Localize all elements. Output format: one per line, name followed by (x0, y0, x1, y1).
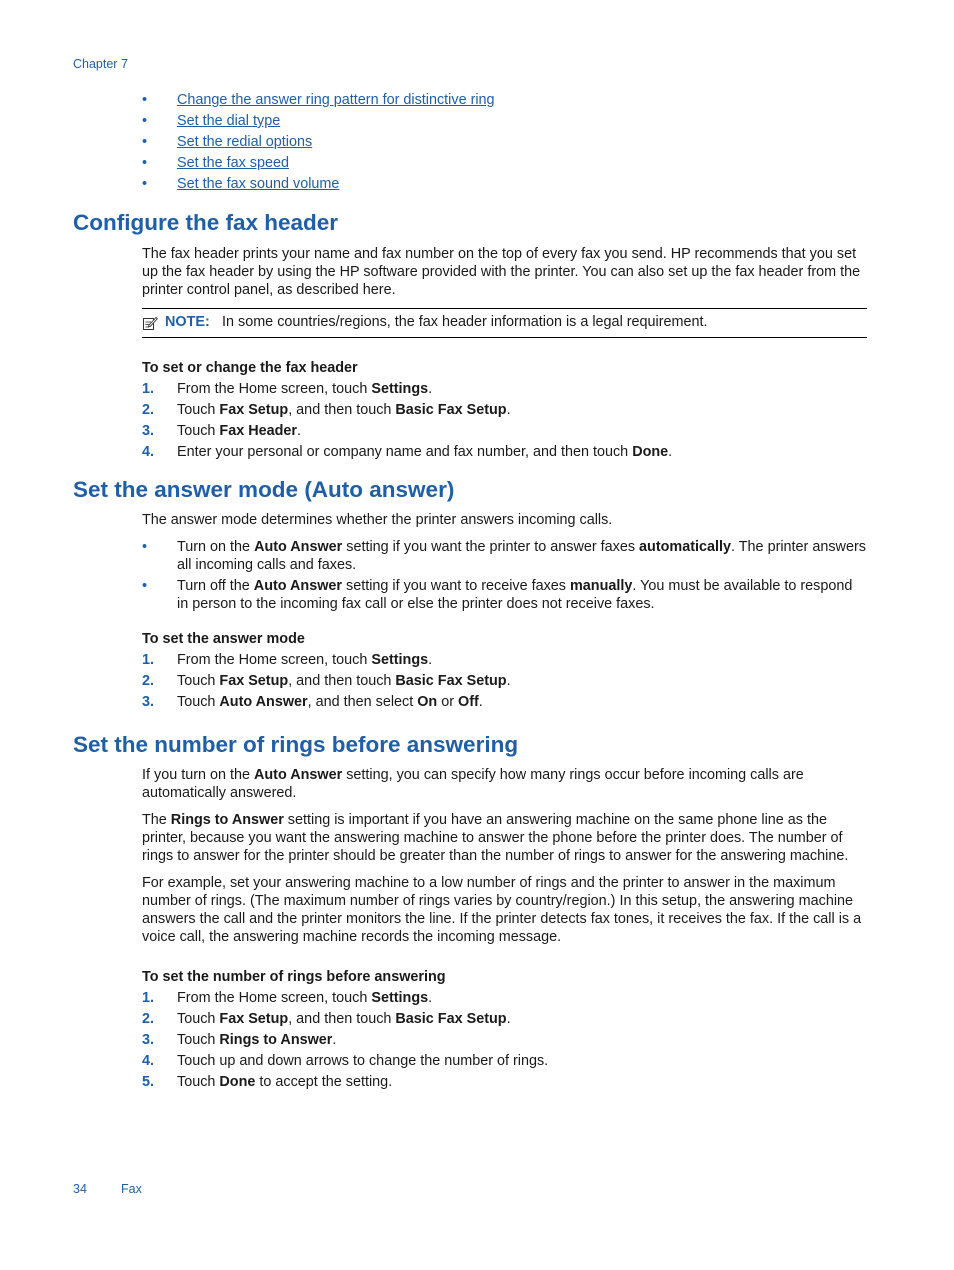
step-ui-term: Basic Fax Setup (395, 1011, 507, 1027)
step-item (142, 422, 867, 443)
step-ui-term: Fax Setup (219, 402, 289, 418)
step-text: , and then touch (288, 673, 396, 689)
step-text: From the Home screen, touch (177, 381, 372, 397)
step-ui-term: Fax Header (219, 423, 297, 439)
link-distinctive-ring[interactable]: Change the answer ring pattern for distinctive ring (177, 92, 495, 108)
bullet-icon: • (142, 155, 148, 171)
bullet-ui-term: Auto Answer (254, 539, 343, 555)
step-text: From the Home screen, touch (177, 990, 372, 1006)
link-fax-sound-volume[interactable]: Set the fax sound volume (177, 176, 340, 192)
paragraph-text: If you turn on the (142, 767, 254, 783)
paragraph (142, 811, 867, 865)
bullet-emphasis: automatically (639, 539, 732, 555)
bullet-icon: • (142, 113, 148, 129)
step-ui-term: Done (219, 1074, 256, 1090)
step-item (142, 651, 867, 672)
list-item (142, 154, 495, 175)
step-ui-term: Done (632, 444, 669, 460)
step-text: Touch (177, 694, 220, 710)
section-answer-mode-body (142, 511, 867, 714)
bullet-text: Turn on the (177, 539, 255, 555)
step-ui-term: Fax Setup (219, 1011, 289, 1027)
procedure-title: To set the number of rings before answering (142, 969, 446, 985)
bullet-text: . You must be available to respond in person to the incoming fax call or else the printer does not receive faxes. (177, 578, 853, 612)
step-text: , and then select (307, 694, 418, 710)
note-box (142, 308, 867, 338)
step-text: . (506, 402, 511, 418)
step-number: 2. (142, 402, 155, 418)
step-text: . (428, 652, 433, 668)
step-item (142, 443, 867, 464)
page-number: 34 (73, 1182, 87, 1196)
procedure-title: To set the answer mode (142, 631, 305, 647)
step-ui-term: Basic Fax Setup (395, 402, 507, 418)
step-ui-term: Fax Setup (219, 673, 289, 689)
step-text: Touch (177, 423, 220, 439)
step-text: . (478, 694, 483, 710)
list-item (142, 577, 867, 613)
bullet-text: . The printer answers all incoming calls and faxes. (177, 539, 866, 573)
bullet-ui-term: Auto Answer (253, 578, 343, 594)
step-text: Touch (177, 402, 220, 418)
note-pencil-icon (142, 315, 158, 331)
section-intro (142, 245, 867, 299)
step-item (142, 1010, 867, 1031)
bullet-text: setting if you want to receive faxes (342, 578, 570, 594)
step-number: 3. (142, 694, 155, 710)
step-number: 5. (142, 1074, 155, 1090)
step-ui-term: Settings (371, 381, 429, 397)
step-text: , and then touch (288, 1011, 396, 1027)
step-ui-term: Auto Answer (219, 694, 308, 710)
bullet-icon: • (142, 539, 148, 555)
section-rings-body (142, 766, 867, 1094)
list-item (142, 538, 867, 574)
step-number: 1. (142, 652, 155, 668)
list-item (142, 91, 495, 112)
link-fax-speed[interactable]: Set the fax speed (177, 155, 290, 171)
step-number: 1. (142, 381, 155, 397)
section-title-rings: Set the number of rings before answering (73, 732, 519, 757)
step-ui-term: Rings to Answer (219, 1032, 333, 1048)
bullet-icon: • (142, 176, 148, 192)
step-item (142, 672, 867, 693)
step-text: Touch (177, 1074, 220, 1090)
step-ui-term: Off (458, 694, 479, 710)
step-text: to accept the setting. (255, 1074, 393, 1090)
steps-list (142, 989, 867, 1094)
answer-mode-bullets (142, 538, 867, 613)
step-text: , and then touch (288, 402, 396, 418)
step-number: 4. (142, 1053, 155, 1069)
step-ui-term: Basic Fax Setup (395, 673, 507, 689)
step-item (142, 1031, 867, 1052)
paragraph-ui-term: Auto Answer (254, 767, 343, 783)
footer-section-name: Fax (121, 1182, 142, 1196)
step-text: . (428, 990, 433, 1006)
step-item (142, 380, 867, 401)
section-title-fax-header: Configure the fax header (73, 210, 339, 235)
step-item (142, 989, 867, 1010)
step-number: 3. (142, 423, 155, 439)
bullet-text: setting if you want the printer to answer faxes (342, 539, 640, 555)
step-text: . (297, 423, 301, 439)
list-item (142, 175, 495, 196)
chapter-label: Chapter 7 (73, 57, 128, 71)
step-text: . (668, 444, 673, 460)
paragraph: The answer mode determines whether the printer answers incoming calls. (142, 512, 613, 528)
section-title-answer-mode: Set the answer mode (Auto answer) (73, 477, 455, 502)
step-text: or (437, 694, 459, 710)
step-number: 2. (142, 1011, 155, 1027)
step-number: 3. (142, 1032, 155, 1048)
steps-list (142, 380, 867, 464)
paragraph-text: setting is important if you have an answering machine on the same phone line as the printer, because you want the answering machine to answer the phone before the printer does. The number of rings to answer for the printer should be greater than the number of rings to answer for the answering machine. (142, 812, 849, 864)
paragraph-text: The (142, 812, 171, 828)
note-text: In some countries/regions, the fax header information is a legal requirement. (222, 314, 708, 330)
step-item (142, 1073, 867, 1094)
step-text: . (332, 1032, 337, 1048)
procedure-fax-header (142, 359, 867, 464)
bullet-icon: • (142, 134, 148, 150)
paragraph: For example, set your answering machine to a low number of rings and the printer to answer in the maximum number of rings. (The maximum number of rings varies by country/region.) In this setup, the answering machine answers the call and the printer monitors the line. If the printer detects fax tones, it receives the fax. If the call is a voice call, the answering machine records the incoming message. (142, 875, 862, 945)
step-text: Touch up and down arrows to change the number of rings. (177, 1053, 549, 1069)
step-ui-term: On (417, 694, 438, 710)
bullet-text: Turn off the (177, 578, 254, 594)
list-item (142, 112, 495, 133)
step-text: Touch (177, 1032, 220, 1048)
steps-list (142, 651, 867, 714)
link-dial-type[interactable]: Set the dial type (177, 113, 281, 129)
step-text: Touch (177, 673, 220, 689)
step-text: Touch (177, 1011, 220, 1027)
paragraph-text: setting, you can specify how many rings occur before incoming calls are automatically answered. (142, 767, 804, 801)
related-links-list (142, 91, 495, 196)
step-text: From the Home screen, touch (177, 652, 372, 668)
step-number: 4. (142, 444, 155, 460)
link-redial-options[interactable]: Set the redial options (177, 134, 313, 150)
step-number: 2. (142, 673, 155, 689)
note-label: NOTE: (165, 314, 210, 330)
step-text: . (428, 381, 433, 397)
bullet-emphasis: manually (569, 578, 633, 594)
step-ui-term: Settings (371, 652, 429, 668)
step-text: . (506, 1011, 511, 1027)
step-item (142, 1052, 867, 1073)
step-item (142, 693, 867, 714)
procedure-title: To set or change the fax header (142, 360, 358, 376)
step-text: Enter your personal or company name and fax number, and then touch (177, 444, 633, 460)
bullet-icon: • (142, 578, 148, 594)
paragraph (142, 766, 867, 802)
paragraph: The fax header prints your name and fax number on the top of every fax you send. HP recommends that you set up the fax header by using the HP software provided with the printer. You can also set up the fax header from the printer control panel, as described here. (142, 246, 861, 298)
step-ui-term: Settings (371, 990, 429, 1006)
step-text: . (506, 673, 511, 689)
list-item (142, 133, 495, 154)
paragraph-ui-term: Rings to Answer (170, 812, 284, 828)
bullet-icon: • (142, 92, 148, 108)
step-item (142, 401, 867, 422)
step-number: 1. (142, 990, 155, 1006)
